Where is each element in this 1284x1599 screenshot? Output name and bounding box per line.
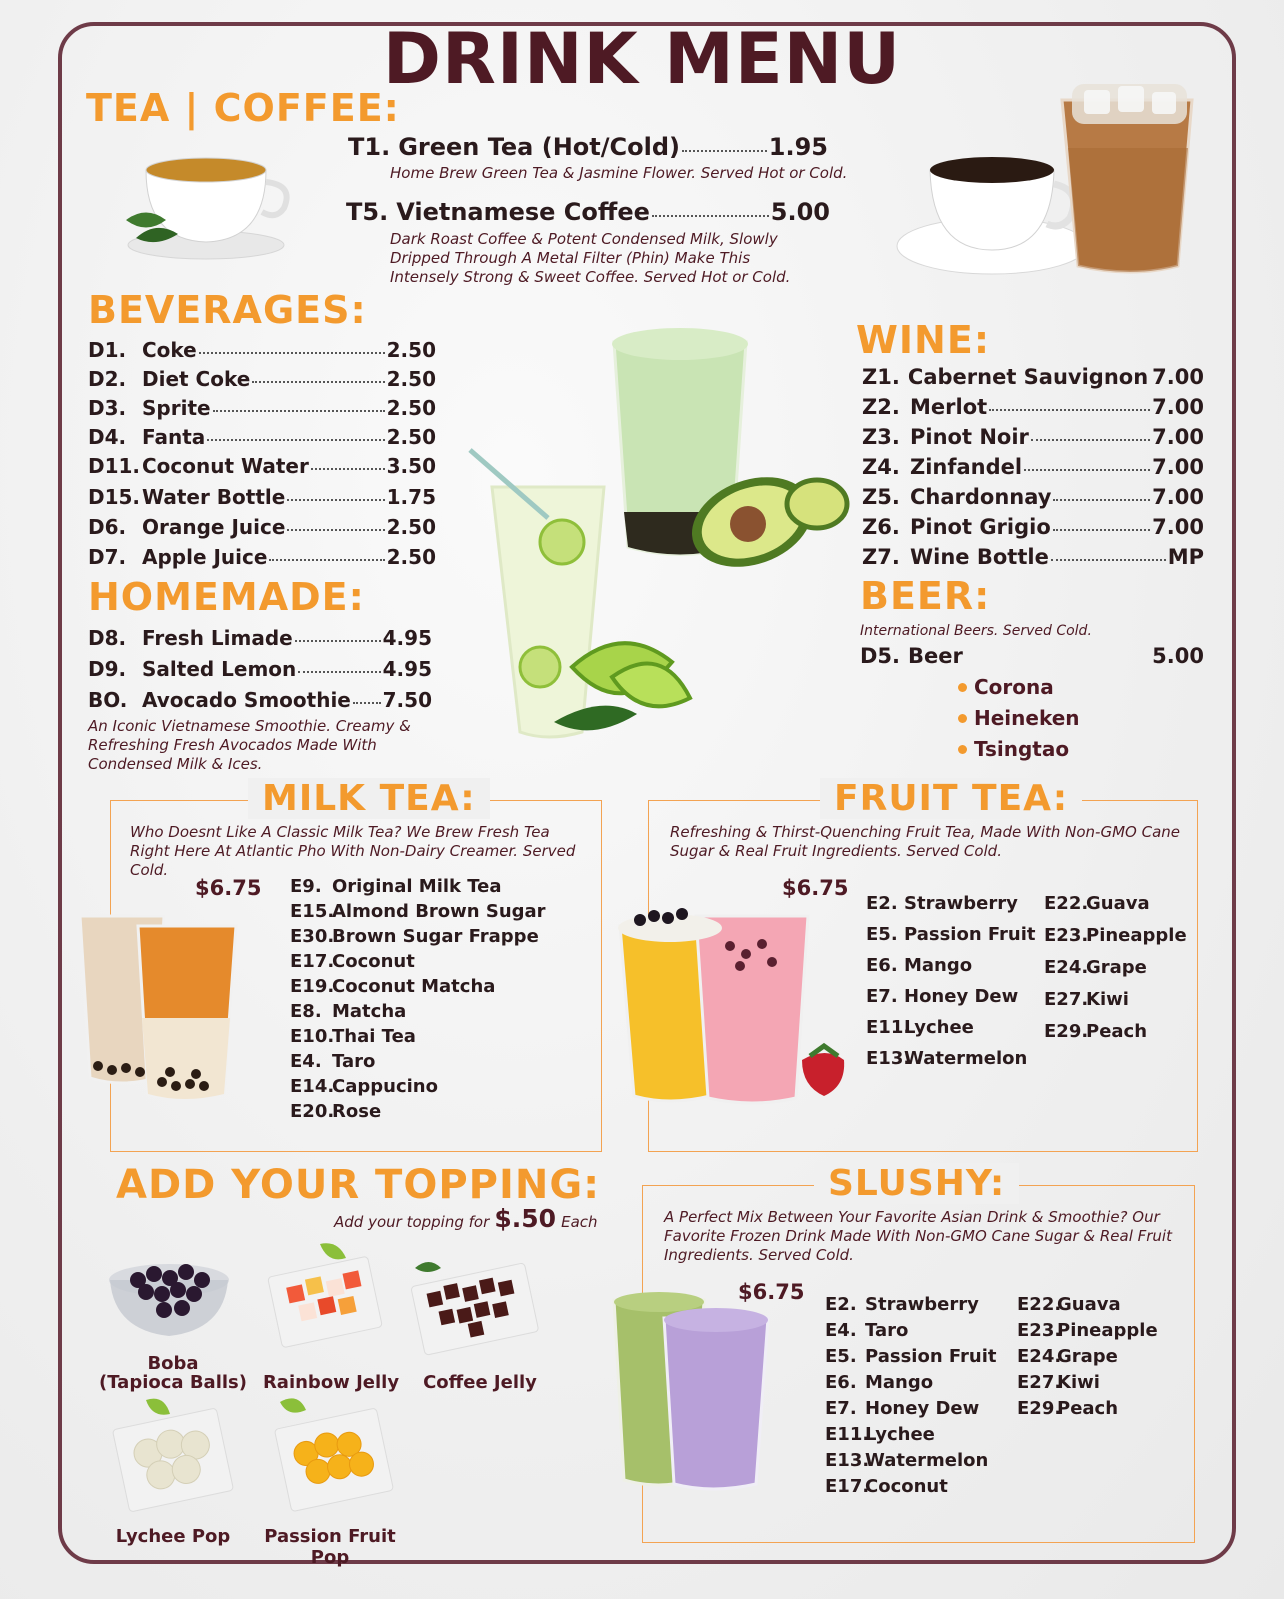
item-code: E10.	[290, 1026, 335, 1047]
beer-brand: Heineken	[958, 703, 1080, 734]
topping-passion-fruit-pop-label: Passion Fruit Pop	[264, 1526, 396, 1568]
leader-dots	[989, 409, 1150, 411]
topping-coffee-jelly-label: Coffee Jelly	[423, 1372, 537, 1393]
item-price: 7.00	[1152, 365, 1204, 389]
beverages-heading: BEVERAGES:	[88, 288, 367, 332]
item-price: 3.50	[386, 454, 436, 478]
milk-tea-row	[290, 1024, 546, 1049]
boba-icon	[104, 1250, 234, 1340]
fruit-tea-row	[866, 950, 1036, 981]
wine-row	[862, 515, 1204, 545]
tea-item-t1	[348, 133, 828, 161]
item-name: Almond Brown Sugar	[332, 901, 546, 922]
item-name: Kiwi	[1086, 989, 1129, 1010]
item-price: 7.00	[1152, 485, 1204, 509]
slushy-row	[825, 1370, 997, 1396]
leader-dots	[213, 410, 385, 412]
item-code: D9.	[88, 657, 127, 681]
leader-dots	[682, 150, 767, 152]
milk-tea-price: $6.75	[195, 876, 262, 900]
item-name: Green Tea (Hot/Cold)	[398, 133, 680, 161]
topping-note	[334, 1204, 598, 1233]
milk-tea-list	[290, 874, 546, 1124]
topping-lychee-pop-label: Lychee Pop	[115, 1526, 231, 1547]
slushy-price: $6.75	[738, 1280, 805, 1304]
item-price: 7.00	[1152, 455, 1204, 479]
item-code: E11.	[825, 1424, 870, 1445]
beer-brands	[958, 672, 1080, 765]
item-name: Guava	[1057, 1294, 1121, 1315]
milk-tea-row	[290, 1099, 546, 1124]
item-name: Watermelon	[865, 1450, 989, 1471]
item-name: Taro	[865, 1320, 909, 1341]
item-name: Pinot Grigio	[910, 515, 1051, 539]
milk-tea-row	[290, 949, 546, 974]
limade-avocado-drinks-icon	[462, 322, 852, 752]
milk-tea-cups-icon	[78, 908, 248, 1103]
wine-list	[862, 365, 1204, 575]
fruit-tea-row	[1044, 984, 1187, 1016]
slushy-row	[1017, 1396, 1158, 1422]
item-code: E6.	[825, 1372, 857, 1393]
item-name: Honey Dew	[904, 986, 1019, 1007]
wine-row	[862, 395, 1204, 425]
leader-dots	[252, 381, 384, 383]
item-name: Guava	[1086, 893, 1150, 914]
item-code: E17.	[825, 1476, 870, 1497]
item-name: Lychee	[865, 1424, 935, 1445]
slushy-row	[1017, 1344, 1158, 1370]
rainbow-jelly-icon	[260, 1240, 390, 1350]
item-code: D6.	[88, 515, 127, 539]
item-code: E27.	[1044, 989, 1089, 1010]
item-name: Diet Coke	[142, 367, 251, 391]
item-price: 2.50	[386, 515, 436, 539]
item-name: Apple Juice	[142, 545, 268, 569]
beverage-row	[88, 338, 436, 367]
item-code: E27.	[1017, 1372, 1062, 1393]
item-name: Salted Lemon	[142, 657, 297, 681]
item-code: E23.	[1017, 1320, 1062, 1341]
item-code: E20.	[290, 1101, 335, 1122]
slushy-cups-icon	[608, 1292, 778, 1492]
beer-heading: BEER:	[860, 574, 991, 618]
fruit-tea-row	[1044, 952, 1187, 984]
vietnamese-coffee-icon	[892, 78, 1212, 283]
fruit-tea-row	[1044, 888, 1187, 920]
item-code: E15.	[290, 901, 335, 922]
wine-row	[862, 455, 1204, 485]
leader-dots	[1053, 529, 1150, 531]
coffee-item-t5	[346, 198, 830, 226]
item-name: Water Bottle	[142, 485, 286, 509]
leader-dots	[207, 439, 384, 441]
item-code: Z6.	[862, 515, 900, 539]
item-code: E5.	[866, 924, 898, 945]
item-name: Wine Bottle	[910, 545, 1049, 569]
item-name: Beer	[908, 644, 963, 668]
homemade-row	[88, 657, 432, 688]
slushy-row	[825, 1396, 997, 1422]
item-code: E2.	[866, 893, 898, 914]
item-price: 1.75	[386, 485, 436, 509]
homemade-heading: HOMEMADE:	[88, 575, 365, 619]
item-name: Pineapple	[1086, 925, 1187, 946]
item-code: D11.	[88, 454, 141, 478]
fruit-tea-list-col2	[1044, 888, 1187, 1048]
leader-dots	[1024, 469, 1150, 471]
item-price: 5.00	[770, 198, 830, 226]
fruit-tea-cups-icon	[612, 906, 862, 1106]
green-tea-cup-icon	[116, 150, 296, 270]
item-code: E7.	[825, 1398, 857, 1419]
beverage-row	[88, 545, 436, 575]
item-code: Z2.	[862, 395, 900, 419]
leader-dots	[298, 671, 380, 673]
item-name: Coconut	[332, 951, 415, 972]
topping-boba-subname: (Tapioca Balls)	[99, 1372, 247, 1393]
fruit-tea-price: $6.75	[782, 876, 849, 900]
item-name: Avocado Smoothie	[142, 688, 351, 712]
slushy-list-col1	[825, 1292, 997, 1500]
beverage-row	[88, 425, 436, 454]
item-price: 7.50	[382, 688, 432, 712]
item-name: Honey Dew	[865, 1398, 980, 1419]
milk-tea-row	[290, 924, 546, 949]
lychee-pop-icon	[108, 1396, 238, 1516]
item-name: Grape	[1057, 1346, 1118, 1367]
item-price: 7.00	[1152, 425, 1204, 449]
item-code: E22.	[1017, 1294, 1062, 1315]
item-code: E9.	[290, 876, 322, 897]
leader-dots	[269, 559, 384, 561]
topping-note-price: $.50	[494, 1204, 557, 1233]
item-name: Pinot Noir	[910, 425, 1029, 449]
beverage-row	[88, 515, 436, 545]
item-code: E29.	[1017, 1398, 1062, 1419]
item-price: 2.50	[386, 367, 436, 391]
item-code: D4.	[88, 425, 127, 449]
item-code: D2.	[88, 367, 127, 391]
fruit-tea-row	[866, 1012, 1036, 1043]
tea-item-t1-desc: Home Brew Green Tea & Jasmine Flower. Served Hot or Cold.	[390, 164, 848, 182]
leader-dots	[1051, 559, 1166, 561]
slushy-row	[825, 1318, 997, 1344]
homemade-list	[88, 626, 432, 718]
item-name: Strawberry	[865, 1294, 979, 1315]
item-name: Mango	[904, 955, 973, 976]
fruit-tea-row	[866, 1043, 1036, 1074]
item-code: T1.	[348, 133, 391, 161]
wine-heading: WINE:	[856, 318, 991, 362]
item-code: Z5.	[862, 485, 900, 509]
milk-tea-row	[290, 899, 546, 924]
leader-dots	[199, 352, 385, 354]
item-code: D3.	[88, 396, 127, 420]
item-name: Original Milk Tea	[332, 876, 502, 897]
item-name: Watermelon	[904, 1048, 1028, 1069]
topping-note-post: Each	[561, 1213, 598, 1231]
fruit-tea-desc: Refreshing & Thirst-Quenching Fruit Tea, Made With Non-GMO Cane Sugar & Real Fruit Ingredients. Served Cold.	[670, 823, 1181, 860]
milk-tea-desc: Who Doesnt Like A Classic Milk Tea? We Brew Fresh Tea Right Here At Atlantic Pho With Non-Dairy Creamer. Served Cold.	[130, 823, 576, 879]
leader-dots	[1031, 439, 1150, 441]
item-code: E2.	[825, 1294, 857, 1315]
coffee-item-t5-desc: Dark Roast Coffee & Potent Condensed Milk, Slowly Dripped Through A Metal Filter (Phin) Make This Intensely Strong & Sweet Coffee. Served Hot or Cold.	[390, 230, 791, 286]
item-code: D1.	[88, 338, 127, 362]
fruit-tea-row	[1044, 920, 1187, 952]
fruit-tea-list-col1	[866, 888, 1036, 1074]
item-name: Coconut	[865, 1476, 948, 1497]
item-name: Coke	[142, 338, 197, 362]
item-code: Z7.	[862, 545, 900, 569]
beverage-row	[88, 396, 436, 425]
leader-dots	[652, 215, 769, 217]
item-name: Passion Fruit	[865, 1346, 997, 1367]
item-code: E17.	[290, 951, 335, 972]
item-code: E29.	[1044, 1021, 1089, 1042]
beverage-row	[88, 367, 436, 396]
item-code: E30.	[290, 926, 335, 947]
slushy-row	[825, 1474, 997, 1500]
item-name: Coconut Matcha	[332, 976, 496, 997]
leader-dots	[295, 640, 381, 642]
item-name: Chardonnay	[910, 485, 1052, 509]
item-code: E8.	[290, 1001, 322, 1022]
slushy-row	[825, 1448, 997, 1474]
milk-tea-row	[290, 874, 546, 899]
item-name: Passion Fruit	[904, 924, 1036, 945]
item-name: Kiwi	[1057, 1372, 1100, 1393]
item-price: 7.00	[1152, 395, 1204, 419]
fruit-tea-row	[866, 888, 1036, 919]
slushy-row	[1017, 1318, 1158, 1344]
leader-dots	[287, 499, 384, 501]
item-code: E24.	[1044, 957, 1089, 978]
milk-tea-row	[290, 1049, 546, 1074]
item-name: Zinfandel	[910, 455, 1023, 479]
item-code: E5.	[825, 1346, 857, 1367]
item-code: E13.	[825, 1450, 870, 1471]
item-name: Thai Tea	[332, 1026, 416, 1047]
item-name: Fanta	[142, 425, 206, 449]
slushy-row	[825, 1292, 997, 1318]
item-code: T5.	[346, 198, 389, 226]
slushy-row	[825, 1422, 997, 1448]
topping-rainbow-jelly-label: Rainbow Jelly	[262, 1372, 400, 1393]
beer-brand: Corona	[958, 672, 1080, 703]
item-price: 2.50	[386, 425, 436, 449]
item-code: E14.	[290, 1076, 335, 1097]
item-name: Mango	[865, 1372, 934, 1393]
item-name: Merlot	[910, 395, 988, 419]
item-price: 1.95	[768, 133, 828, 161]
milk-tea-row	[290, 1074, 546, 1099]
item-name: Sprite	[142, 396, 211, 420]
item-name: Cappucino	[332, 1076, 438, 1097]
item-name: Vietnamese Coffee	[396, 198, 650, 226]
item-code: BO.	[88, 688, 128, 712]
item-price: 2.50	[386, 545, 436, 569]
item-name: Orange Juice	[142, 515, 286, 539]
item-code: E4.	[825, 1320, 857, 1341]
fruit-tea-row	[866, 981, 1036, 1012]
item-price: 5.00	[1152, 644, 1204, 668]
item-name: Peach	[1057, 1398, 1119, 1419]
milk-tea-heading: MILK TEA:	[248, 778, 490, 819]
item-price: 2.50	[386, 338, 436, 362]
topping-heading: ADD YOUR TOPPING:	[116, 1162, 601, 1208]
item-name: Taro	[332, 1051, 376, 1072]
milk-tea-row	[290, 974, 546, 999]
beer-row	[860, 644, 1204, 668]
item-name: Brown Sugar Frappe	[332, 926, 539, 947]
tea-coffee-heading: TEA | COFFEE:	[86, 86, 400, 130]
homemade-row	[88, 688, 432, 718]
item-code: D7.	[88, 545, 127, 569]
beer-brand: Tsingtao	[958, 734, 1080, 765]
leader-dots	[353, 702, 381, 704]
coffee-jelly-icon	[405, 1258, 545, 1358]
item-name: Strawberry	[904, 893, 1018, 914]
fruit-tea-row	[1044, 1016, 1187, 1048]
item-name: Grape	[1086, 957, 1147, 978]
passion-fruit-pop-icon	[268, 1396, 398, 1516]
item-code: E19.	[290, 976, 335, 997]
item-name: Pineapple	[1057, 1320, 1158, 1341]
topping-boba-name: Boba	[147, 1353, 199, 1374]
item-price: 2.50	[386, 396, 436, 420]
item-code: E6.	[866, 955, 898, 976]
item-code: E22.	[1044, 893, 1089, 914]
slushy-row	[825, 1344, 997, 1370]
item-code: Z3.	[862, 425, 900, 449]
beverage-row	[88, 454, 436, 485]
item-code: D5.	[860, 644, 901, 668]
beverages-list	[88, 338, 436, 575]
item-code: Z4.	[862, 455, 900, 479]
wine-row	[862, 485, 1204, 515]
slushy-desc: A Perfect Mix Between Your Favorite Asian Drink & Smoothie? Our Favorite Frozen Drink Made With Non-GMO Cane Sugar & Real Fruit Ingredients. Served Cold.	[664, 1208, 1172, 1264]
slushy-row	[1017, 1292, 1158, 1318]
item-name: Coconut Water	[142, 454, 309, 478]
homemade-row	[88, 626, 432, 657]
item-name: Cabernet Sauvignon	[907, 365, 1149, 389]
leader-dots	[1053, 499, 1150, 501]
slushy-row	[1017, 1370, 1158, 1396]
item-price: 4.95	[382, 657, 432, 681]
item-code: D8.	[88, 626, 127, 650]
leader-dots	[311, 468, 385, 470]
beverage-row	[88, 485, 436, 515]
item-name: Rose	[332, 1101, 382, 1122]
menu-title: DRINK MENU	[382, 18, 902, 100]
item-name: Fresh Limade	[142, 626, 293, 650]
fruit-tea-row	[866, 919, 1036, 950]
topping-note-pre: Add your topping for	[334, 1213, 490, 1231]
beer-desc: International Beers. Served Cold.	[860, 623, 1092, 639]
slushy-heading: SLUSHY:	[814, 1163, 1019, 1204]
wine-row	[862, 545, 1204, 575]
wine-row	[862, 365, 1204, 395]
item-name: Lychee	[904, 1017, 974, 1038]
item-code: E11.	[866, 1017, 911, 1038]
leader-dots	[287, 529, 384, 531]
avocado-smoothie-desc: An Iconic Vietnamese Smoothie. Creamy & Refreshing Fresh Avocados Made With Condensed Milk & Ices.	[88, 717, 411, 773]
slushy-list-col2	[1017, 1292, 1158, 1422]
item-price: MP	[1167, 545, 1204, 569]
milk-tea-row	[290, 999, 546, 1024]
item-name: Matcha	[332, 1001, 407, 1022]
wine-row	[862, 425, 1204, 455]
topping-boba-label	[98, 1354, 248, 1392]
item-code: E24.	[1017, 1346, 1062, 1367]
item-code: E23.	[1044, 925, 1089, 946]
item-code: D15.	[88, 485, 141, 509]
item-name: Peach	[1086, 1021, 1148, 1042]
item-code: E7.	[866, 986, 898, 1007]
item-code: E13.	[866, 1048, 911, 1069]
item-code: E4.	[290, 1051, 322, 1072]
item-price: 7.00	[1152, 515, 1204, 539]
item-code: Z1.	[862, 365, 900, 389]
fruit-tea-heading: FRUIT TEA:	[820, 778, 1082, 819]
item-price: 4.95	[382, 626, 432, 650]
